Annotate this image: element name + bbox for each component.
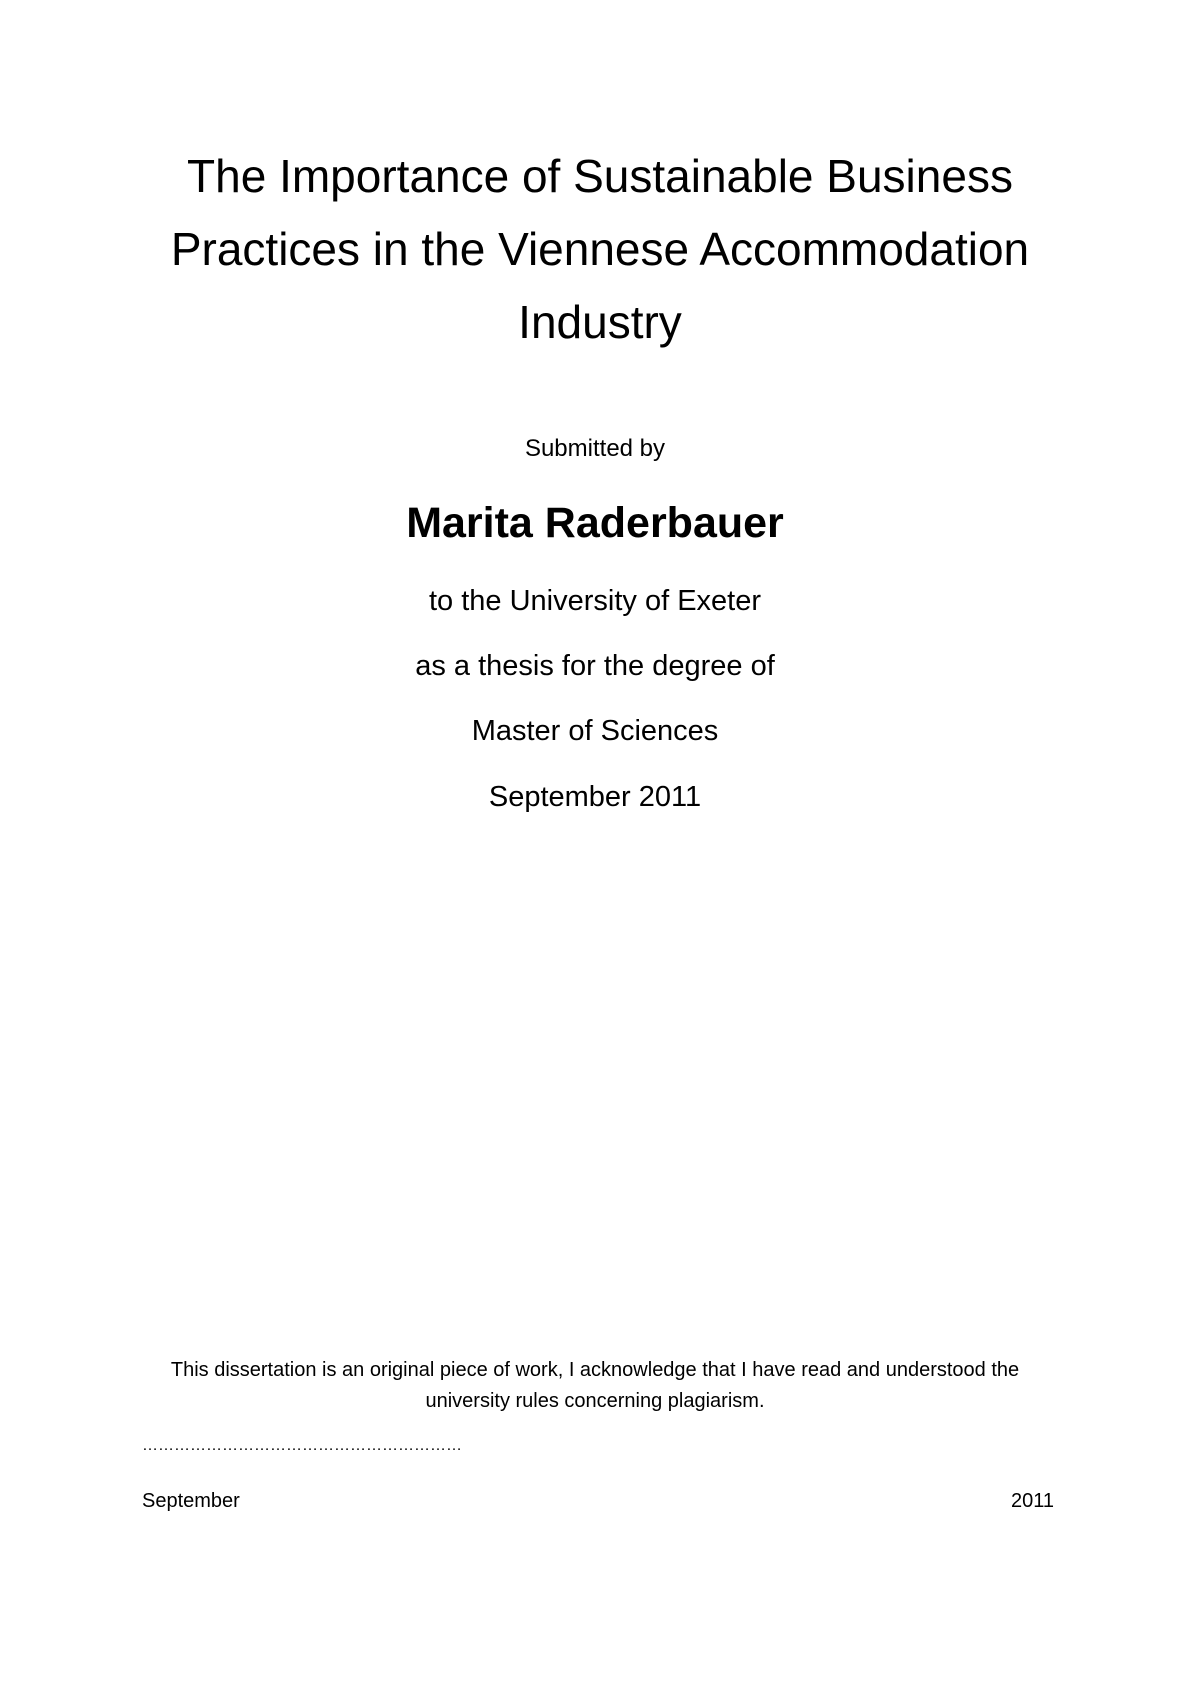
submitted-by-label: Submitted by (524, 435, 666, 462)
footer-month: September (142, 1490, 240, 1512)
plagiarism-declaration: This dissertation is an original piece of work, I acknowledge that I have read and understood the university rules concerning plagiarism. (170, 1359, 1020, 1412)
thesis-purpose-line: as a thesis for the degree of (415, 650, 775, 682)
university-line: to the University of Exeter (428, 585, 762, 617)
thesis-title-line-3: Industry (518, 296, 682, 348)
thesis-title-line-2: Practices in the Viennese Accommodation (170, 223, 1030, 275)
thesis-title (120, 140, 1080, 359)
submission-date: September 2011 (488, 781, 702, 813)
thesis-title-line-1: The Importance of Sustainable Business (187, 150, 1013, 202)
degree-line: Master of Sciences (471, 715, 719, 747)
footer-year: 2011 (1010, 1490, 1054, 1512)
signature-line: …………………………………………………… (142, 1437, 462, 1454)
author-name: Marita Raderbauer (406, 499, 784, 547)
